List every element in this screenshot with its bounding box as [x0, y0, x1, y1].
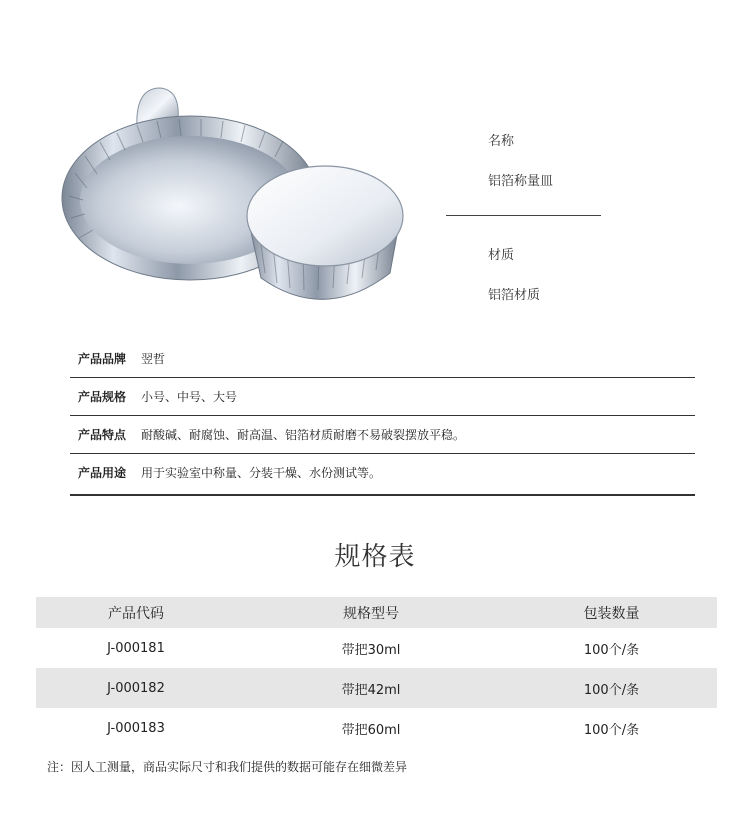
table-row [36, 708, 717, 748]
header-code: 产品代码 [108, 605, 164, 622]
cell-code: J-000182 [107, 680, 165, 696]
info-divider [446, 215, 601, 216]
property-key: 产品特点 [78, 428, 127, 442]
table-row [36, 668, 717, 708]
properties-table [70, 340, 695, 496]
cell-code: J-000181 [107, 640, 165, 656]
measurement-note: 注：因人工测量，商品实际尺寸和我们提供的数据可能存在细微差异 [47, 760, 408, 774]
property-row-features [70, 416, 695, 454]
property-key: 产品用途 [78, 466, 127, 480]
spec-table [36, 597, 717, 748]
property-key: 产品品牌 [78, 352, 127, 366]
property-row-spec [70, 378, 695, 416]
material-value: 铝箔材质 [488, 288, 541, 303]
name-label: 名称 [488, 134, 515, 149]
cell-quantity: 100个/条 [583, 642, 640, 658]
cell-model: 带把30ml [341, 642, 401, 658]
cell-model: 带把60ml [341, 722, 401, 738]
property-value: 小号、中号、大号 [141, 390, 238, 404]
cell-quantity: 100个/条 [583, 682, 640, 698]
cell-model: 带把42ml [341, 682, 401, 698]
cell-quantity: 100个/条 [583, 722, 640, 738]
table-row [36, 628, 717, 668]
material-label: 材质 [488, 248, 515, 263]
name-value: 铝箔称量皿 [488, 174, 554, 189]
spec-table-title: 规格表 [334, 542, 416, 572]
spec-table-header [36, 597, 717, 628]
cell-code: J-000183 [107, 720, 165, 736]
property-value: 用于实验室中称量、分装干燥、水份测试等。 [141, 466, 382, 480]
property-row-usage [70, 454, 695, 496]
header-model: 规格型号 [343, 605, 399, 622]
property-key: 产品规格 [78, 390, 127, 404]
property-value: 耐酸碱、耐腐蚀、耐高温、铝箔材质耐磨不易破裂摆放平稳。 [141, 428, 466, 442]
property-value: 翌哲 [141, 352, 166, 366]
header-quantity: 包装数量 [583, 605, 640, 622]
product-image [55, 78, 415, 318]
property-row-brand [70, 340, 695, 378]
